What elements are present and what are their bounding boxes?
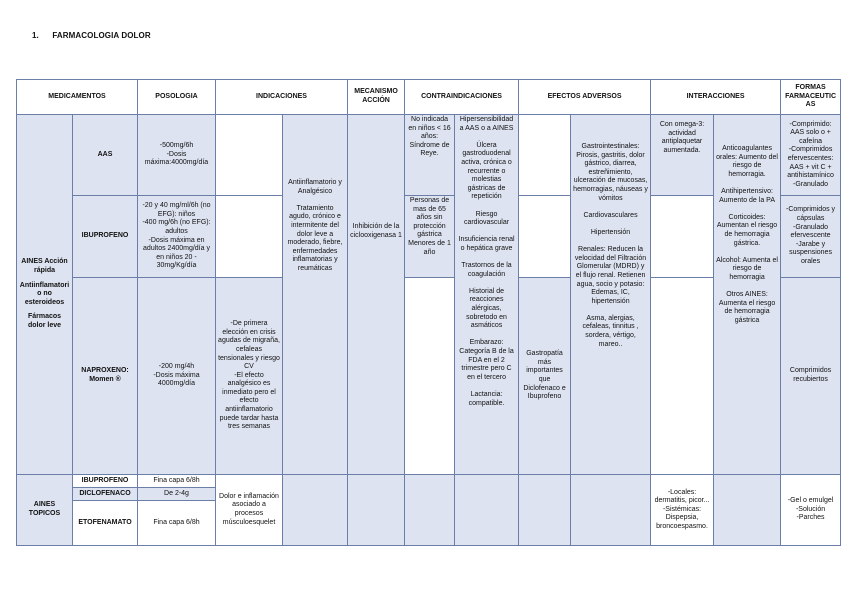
header-indicaciones: INDICACIONES [216, 80, 348, 115]
contra-ibuprofeno: Personas de mas de 65 años sin protección gástrica Menores de 1 año [405, 196, 455, 278]
indicacion-ibuprofeno [216, 196, 283, 278]
contraindicaciones-shared: Hipersensibilidad a AAS o a AINES Úlcera gastroduodenal activa, crónica o recurrente o molestias gástricas de repetición Riesgo cardiovascular Insuficiencia renal o hepática grave Trastornos de la coagulación Historial de reacciones alérgicas, sobretodo en asmáticos Embarazo: Categoría B de la FDA en el 2 trimestre pero C en el tercero Lactancia: compatible. [455, 115, 519, 475]
mecanismo-topicos-empty [348, 475, 405, 546]
indicacion-naproxeno: -De primera elección en crisis agudas de migraña, cefaleas tensionales y riesgo CV -El efecto analgésico es inmediato pero el efecto antiinflamatorio puede tardar hasta tres semanas [216, 278, 283, 475]
group-subtitle-2: Fármacos dolor leve [27, 313, 62, 329]
header-medicamentos: MEDICAMENTOS [17, 80, 138, 115]
contra-shared-topicos-empty [455, 475, 519, 546]
pharmacology-table [16, 79, 841, 546]
posologia-naproxeno: -200 mg/4h -Dosis máxima 4000mg/día [138, 278, 216, 475]
drug-topico-etofenamato: ETOFENAMATO [73, 501, 138, 546]
posologia-topico-diclofenaco: De 2-4g [138, 488, 216, 501]
formas-naproxeno: Comprimidos recubiertos [781, 278, 841, 475]
contra-topicos-empty [405, 475, 455, 546]
posologia-ibuprofeno: -20 y 40 mg/ml/6h (no EFG): niños -400 mg/6h (no EFG): adultos -Dosis máxima en adultos 2400mg/día y en niños 20 - 30mg/Kg/día [138, 196, 216, 278]
header-contraindicaciones: CONTRAINDICACIONES [405, 80, 519, 115]
indicacion-topicos: Dolor e inflamación asociado a procesos músculoesquelet [216, 475, 283, 546]
formas-aas: -Comprimido: AAS solo o + cafeína -Comprimidos efervescentes: AAS + vit C + antihistamínico -Granulado [781, 115, 841, 196]
interacciones-topicos: -Locales: dermatitis, picor... -Sistémicas: Dispepsia, broncoespasmo. [651, 475, 714, 546]
header-formas: FORMAS FARMACEUTICAS [781, 80, 841, 115]
header-posologia: POSOLOGIA [138, 80, 216, 115]
group-subtitle-1: Antiinflamatorio no esteroideos [19, 281, 70, 306]
efectos-shared: Gastrointestinales: Pirosis, gastritis, dolor gástrico, diarrea, estreñimiento, ulceración de mucosas, hemorragias, náuseas y vómitos Cardiovasculares Hipertensión Renales: Reducen la velocidad del Filtración Glomerular (MDRD) y el flujo renal. Retienen agua, socio y potasio: Edemas, IC, hipertensión Asma, alergias, cefaleas, tinnitus , sordera, vértigo, mareo.. [571, 115, 651, 475]
group-aines-topicos: AINES TOPICOS [17, 475, 73, 546]
group-aines-rapida [17, 115, 73, 475]
drug-topico-diclofenaco: DICLOFENACO [73, 488, 138, 501]
interacciones-shared-topicos-empty [714, 475, 781, 546]
drug-naproxeno: NAPROXENO: Momen ® [73, 278, 138, 475]
posologia-aas: -500mg/6h -Dosis máxima:4000mg/día [138, 115, 216, 196]
interacciones-shared: Anticoagulantes orales: Aumento del riesgo de hemorragia. Antihipertensivo: Aumento de la PA Corticoides: Aumentan el riesgo de hemorragia gástrica. Alcohol: Aumenta el riesgo de hemorragia Otros AINES: Aumenta el riesgo de hemorragia gástrica [714, 115, 781, 475]
drug-topico-ibuprofeno: IBUPROFENO [73, 475, 138, 488]
contra-naproxeno [405, 278, 455, 475]
interaccion-ibuprofeno [651, 196, 714, 278]
heading-number: 1. [32, 31, 39, 40]
formas-topicos: -Gel o emulgel -Solución -Parches [781, 475, 841, 546]
page-heading [32, 31, 151, 40]
row-aas [17, 115, 841, 196]
posologia-topico-etofenamato: Fina capa 6/8h [138, 501, 216, 546]
interaccion-naproxeno [651, 278, 714, 475]
formas-ibuprofeno: -Comprimidos y cápsulas -Granulado efervescente -Jarabe y suspensiones orales [781, 196, 841, 278]
header-interacciones: INTERACCIONES [651, 80, 781, 115]
header-mecanismo: MECANISMO ACCIÓN [348, 80, 405, 115]
header-row [17, 80, 841, 115]
header-efectos-adversos: EFECTOS ADVERSOS [519, 80, 651, 115]
efecto-aas [519, 115, 571, 196]
heading-title: FARMACOLOGIA DOLOR [52, 31, 151, 40]
mecanismo-accion: Inhibición de la ciclooxigenasa 1 [348, 115, 405, 475]
indicaciones-topicos-empty [283, 475, 348, 546]
efecto-ibuprofeno [519, 196, 571, 278]
indicacion-aas [216, 115, 283, 196]
group-title: AINES Acción rápida [21, 258, 68, 275]
drug-aas: AAS [73, 115, 138, 196]
efectos-shared-topicos-empty [571, 475, 651, 546]
row-topico-ibuprofeno [17, 475, 841, 488]
interaccion-aas: Con omega-3: actividad antiplaquetar aumentada. [651, 115, 714, 196]
efecto-topicos-empty [519, 475, 571, 546]
posologia-topico-ibuprofeno: Fina capa 6/8h [138, 475, 216, 488]
drug-ibuprofeno: IBUPROFENO [73, 196, 138, 278]
indicaciones-shared: Antiinflamatorio y Analgésico Tratamiento agudo, crónico e intermitente del dolor leve a moderado, fiebre, enfermedades inflamatorias y reumáticas [283, 115, 348, 475]
efecto-naproxeno: Gastropatía más importantes que Diclofenaco e Ibuprofeno [519, 278, 571, 475]
contra-aas: No indicada en niños < 16 años: Síndrome de Reye. [405, 115, 455, 196]
